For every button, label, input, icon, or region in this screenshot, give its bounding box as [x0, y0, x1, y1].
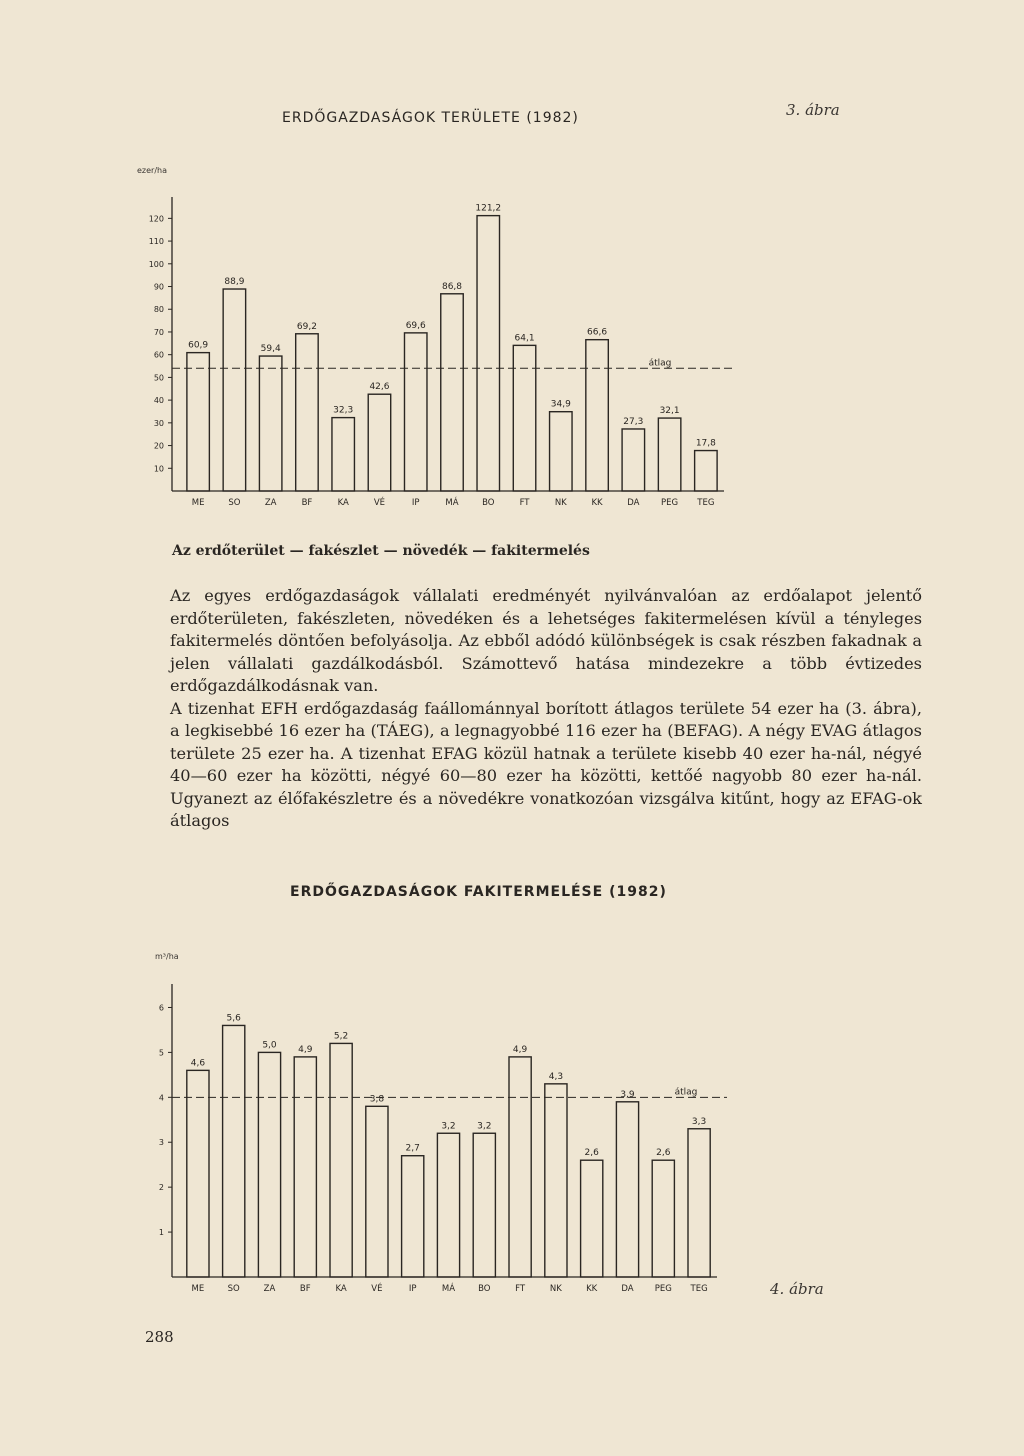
chart1-y-tick-label: 10 [153, 464, 164, 474]
chart1-y-tick-label: 50 [153, 373, 164, 383]
chart2-data-label: 3,3 [691, 1116, 707, 1127]
chart2-bar [223, 1025, 245, 1277]
chart2-bar [545, 1084, 567, 1277]
chart1-data-label: 32,1 [659, 406, 680, 417]
chart2-category-label: ME [191, 1284, 205, 1294]
chart1-data-label: 69,6 [405, 320, 426, 331]
chart2-data-label: 2,6 [584, 1148, 599, 1159]
chart1-data-label: 27,3 [623, 416, 644, 427]
chart2-category-label: MÁ [441, 1284, 456, 1294]
chart1-bar [368, 394, 390, 491]
chart1-title: ERDŐGAZDASÁGOK TERÜLETE (1982) [282, 110, 579, 126]
chart2-category-label: PEG [654, 1284, 672, 1294]
chart2-category-label: BF [299, 1284, 311, 1294]
chart1-category-label: ME [191, 498, 205, 508]
chart1-category-label: FT [519, 498, 530, 508]
chart2-data-label: 5,0 [262, 1040, 277, 1051]
chart2-y-tick-label: 2 [158, 1183, 164, 1193]
chart1-data-label: 60,9 [188, 340, 209, 351]
chart2-category-label: SO [227, 1284, 240, 1294]
chart2-data-label: 3,9 [620, 1089, 635, 1100]
chart2-category-label: BO [478, 1284, 491, 1294]
chart2-title: ERDŐGAZDASÁGOK FAKITERMELÉSE (1982) [290, 884, 667, 900]
chart1-data-label: 86,8 [441, 281, 463, 292]
chart1-bar [622, 429, 644, 491]
chart1-y-tick-label: 30 [153, 418, 164, 428]
chart1-bar [296, 334, 318, 491]
chart1-category-label: BF [301, 498, 313, 508]
chart1-y-tick-label: 100 [148, 259, 164, 269]
chart2-data-label: 3,2 [441, 1121, 456, 1132]
chart1-y-tick-label: 60 [153, 350, 164, 360]
page-number: 288 [145, 1328, 174, 1346]
chart2-bar [616, 1102, 638, 1277]
chart1-bar [259, 356, 281, 491]
chart2-y-tick-label: 5 [158, 1048, 164, 1058]
chart1-data-label: 88,9 [224, 277, 245, 288]
chart1-bar [513, 345, 535, 491]
chart1-bar [441, 294, 463, 491]
chart1-bar [477, 216, 499, 491]
chart2-bar [581, 1160, 603, 1277]
chart1-category-label: SO [228, 498, 241, 508]
chart2-data-label: 4,3 [548, 1071, 564, 1082]
chart2-bar [473, 1133, 495, 1277]
chart2-bar [187, 1070, 209, 1277]
chart1-y-tick-label: 110 [148, 237, 164, 247]
chart1-data-label: 42,6 [369, 382, 390, 393]
chart2-bar [402, 1156, 424, 1277]
chart1-bar [404, 333, 426, 491]
chart1-category-label: PEG [661, 498, 679, 508]
chart2-figure-label: 4. ábra [770, 1280, 824, 1298]
section-heading: Az erdőterület — fakészlet — növedék — fakitermelés [172, 543, 590, 559]
chart2-average-label: átlag [674, 1087, 698, 1098]
chart2-category-label: ZA [263, 1284, 276, 1294]
chart1-y-tick-label: 20 [153, 441, 164, 451]
chart1-data-label: 34,9 [550, 399, 571, 410]
chart1-data-label: 69,2 [296, 321, 317, 332]
chart2-data-label: 4,9 [298, 1044, 313, 1055]
chart2-y-tick-label: 1 [158, 1228, 164, 1238]
chart1-category-label: TEG [697, 498, 715, 508]
chart1-category-label: MÁ [445, 498, 459, 508]
chart2-bar [688, 1129, 710, 1277]
chart1-data-label: 64,1 [514, 333, 535, 344]
chart2-category-label: NK [549, 1284, 562, 1294]
chart2-y-tick-label: 3 [158, 1138, 164, 1148]
chart2-category-label: FT [515, 1284, 526, 1294]
chart2-data-label: 2,7 [405, 1143, 420, 1154]
chart1-data-label: 17,8 [695, 438, 716, 449]
chart1-average-label: átlag [648, 358, 672, 369]
chart2-y-tick-label: 6 [158, 1003, 164, 1013]
chart1-bar [658, 418, 680, 491]
chart1-figure-label: 3. ábra [786, 101, 840, 119]
chart1-y-unit: ezer/ha [137, 166, 167, 175]
chart2-bar [366, 1106, 388, 1277]
paragraph-2: A tizenhat EFH erdőgazdaság faállománnyal borított átlagos területe 54 ezer ha (3. ábra), a legkisebbé 16 ezer ha (TÁEG), a legnagyobbé 116 ezer ha (BEFAG). A négy EVAG átlagos területe 25 ezer ha. A tizenhat EFAG közül hatnak a területe kisebb 40 ezer ha-nál, négyé 40—60 ezer ha közötti, négyé 60—80 ezer ha közötti, kettőé nagyobb 80 ezer ha-nál. Ugyanezt az élőfakészletre és a növedékre vonatkozóan vizsgálva kitűnt, hogy az EFAG-ok átlagos [170, 698, 922, 830]
chart2-category-label: IP [408, 1284, 417, 1294]
chart1-y-tick-label: 80 [153, 305, 164, 315]
chart2-bar [437, 1133, 459, 1277]
chart2-data-label: 2,6 [656, 1148, 671, 1159]
chart2-data-label: 4,6 [190, 1058, 206, 1069]
chart2-bar [294, 1057, 316, 1277]
chart1-y-tick-label: 120 [148, 214, 164, 224]
chart1-category-label: ZA [264, 498, 277, 508]
chart1-data-label: 66,6 [587, 327, 608, 338]
chart2-y-unit: m³/ha [155, 952, 179, 961]
chart1-data-label: 32,3 [333, 405, 354, 416]
chart1-bar [550, 412, 572, 491]
chart2-data-label: 5,2 [333, 1031, 349, 1042]
chart2-category-label: DA [621, 1284, 634, 1294]
chart1-y-tick-label: 40 [153, 396, 164, 406]
chart1-category-label: IP [411, 498, 420, 508]
chart1-bar [332, 418, 354, 491]
chart2-category-label: KK [586, 1284, 598, 1294]
chart2-data-label: 3,2 [477, 1121, 492, 1132]
chart1-category-label: KA [337, 498, 349, 508]
chart1-category-label: VÉ [373, 498, 386, 508]
chart1-y-tick-label: 90 [153, 282, 164, 292]
chart2-bar [652, 1160, 674, 1277]
chart1-bar [223, 289, 245, 491]
chart1-category-label: NK [554, 498, 567, 508]
chart1-data-label: 59,4 [260, 344, 281, 355]
chart1-bar [187, 353, 209, 491]
chart1-bar [586, 340, 608, 491]
paragraph-1: Az egyes erdőgazdaságok vállalati eredményét nyilvánvalóan az erdőalapot jelentő erdőterületen, fakészleten, növedéken és a lehetséges fakitermelésen kívül a tényleges fakitermelés döntően befolyásolja. Az ebből adódó különbségek is csak részben fakadnak a jelen vállalati gazdálkodásból. Számottevő hatása mindezekre a több évtizedes erdőgazdálkodásnak van. [170, 586, 922, 695]
chart2-bar [330, 1043, 352, 1277]
chart1-bar [695, 451, 717, 491]
chart1-y-tick-label: 70 [153, 327, 164, 337]
chart2-data-label: 4,9 [512, 1044, 528, 1055]
chart1-category-label: KK [591, 498, 603, 508]
chart1-data-label: 121,2 [475, 203, 502, 214]
chart2-bar [258, 1052, 280, 1277]
chart2-y-tick-label: 4 [158, 1093, 164, 1103]
body-text [170, 585, 922, 833]
chart2-category-label: KA [335, 1284, 347, 1294]
chart2-data-label: 3,8 [369, 1094, 385, 1105]
chart2-category-label: VÉ [371, 1284, 383, 1294]
chart1-category-label: DA [627, 498, 640, 508]
chart2-category-label: TEG [690, 1284, 708, 1294]
chart1-category-label: BO [482, 498, 495, 508]
chart2-data-label: 5,6 [226, 1013, 241, 1024]
chart2-bar [509, 1057, 531, 1277]
